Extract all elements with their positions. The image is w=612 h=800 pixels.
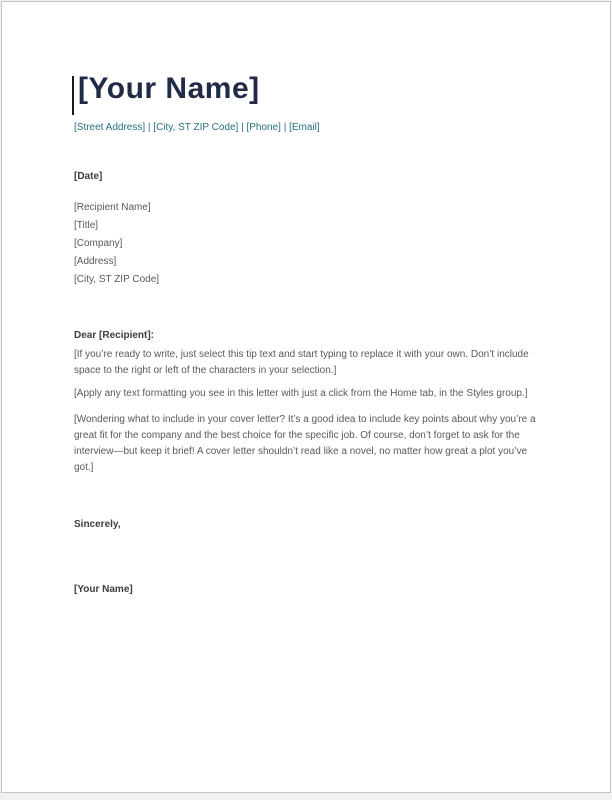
salutation[interactable]: Dear [Recipient]: (74, 330, 155, 341)
contact-line[interactable]: [Street Address] | [City, ST ZIP Code] | [Phone] | [Email] (74, 122, 320, 133)
body-paragraph-1[interactable]: [If you’re ready to write, just select this tip text and start typing to replace it with your own. Don’t include space to the right or left of the characters in your selection.] (74, 349, 529, 376)
document-page[interactable] (1, 1, 611, 793)
recipient-line-company[interactable]: [Company] (74, 238, 123, 249)
recipient-block (74, 199, 544, 289)
recipient-line-city[interactable]: [City, ST ZIP Code] (74, 274, 160, 285)
recipient-line-address[interactable]: [Address] (74, 256, 117, 267)
recipient-line-title[interactable]: [Title] (74, 220, 99, 231)
date-placeholder[interactable]: [Date] (74, 171, 103, 182)
recipient-line-name[interactable]: [Recipient Name] (74, 202, 151, 213)
closing-line[interactable]: Sincerely, (74, 519, 121, 530)
signature-name[interactable]: [Your Name] (74, 584, 133, 595)
body-paragraph-2[interactable]: [Apply any text formatting you see in this letter with just a click from the Home tab, in the Styles group.] (74, 388, 528, 399)
letter-name-heading[interactable]: [Your Name] (78, 72, 260, 105)
letter-content (74, 2, 544, 598)
body-paragraph-3[interactable]: [Wondering what to include in your cover letter? It’s a good idea to include key points about why you’re a great fit for the company and the best choice for the specific job. Of course, don’t forget to ask for the interview—but keep it brief! A cover letter shouldn’t read like a novel, no matter how great a plot you’ve got.] (74, 414, 536, 473)
